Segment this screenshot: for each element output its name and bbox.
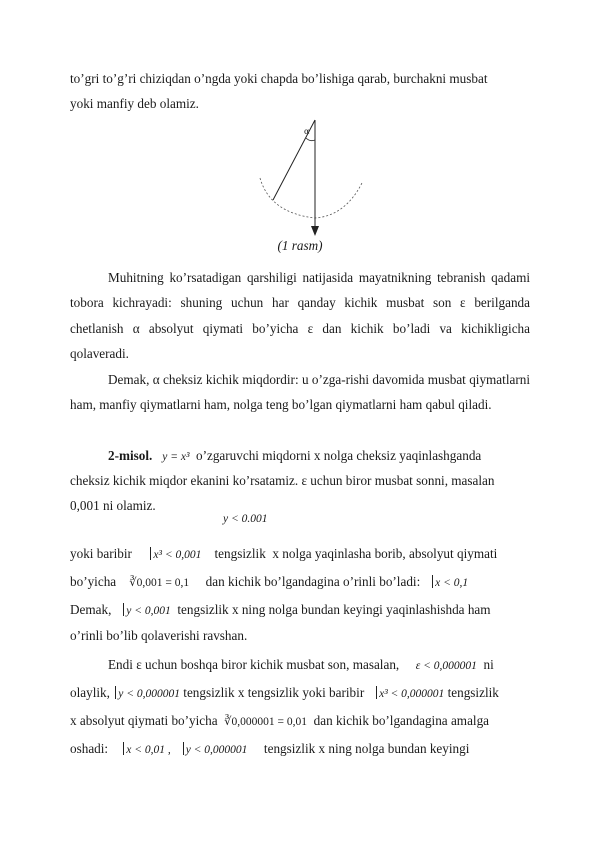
centered-formula: y < 0.001 [223, 513, 268, 525]
formula-cube-root: ∛0,001 = 0,1 [129, 577, 190, 589]
formula-abs-y-000001: y < 0,000001 [185, 744, 248, 756]
formula-x-cubed: x³ < 0,001 [153, 549, 202, 561]
line-endi [108, 652, 530, 679]
formula-abs-x-cubed-small: x³ < 0,000001 [379, 688, 445, 700]
example-2-formula: y = x³ [162, 451, 190, 463]
text-nolga-yaqinlasha: x nolga yaqinlasha borib, absolyut qiymati [272, 546, 498, 561]
line-olaylik [70, 680, 530, 707]
paragraph-1-line-2: yoki manfiy deb olamiz. [70, 96, 199, 111]
text-olaylik: olaylik, [70, 685, 110, 700]
paragraph-3: Demak, α cheksiz kichik miqdordir: u o’zga-rishi davomida musbat qiymatlarni ham, manfiy qiymatlarni ham, nolga teng bo’lgan qiymatlarni ham qabul qiladi. [70, 372, 530, 413]
text-ni: ni [483, 657, 494, 672]
example-2-line-3: 0,001 ni olamiz. [70, 498, 156, 513]
line-boyicha [70, 569, 530, 596]
text-tengsizlik-x: tengsizlik x tengsizlik yoki baribir [183, 685, 365, 700]
line-yoki-baribir [70, 541, 530, 568]
swing-arc [260, 178, 362, 218]
line-x-absolyut [70, 708, 530, 735]
angle-label: α [304, 127, 310, 136]
formula-abs-x-001: x < 0,01 , [126, 744, 171, 756]
angle-arc [306, 138, 315, 141]
pendulum-figure [240, 118, 380, 243]
example-2-line-2: cheksiz kichik miqdor ekanini ko’rsatamiz. ε uchun biror musbat sonni, masalan [70, 473, 495, 488]
line-orinli: o’rinli bo’lib qolaverishi ravshan. [70, 628, 248, 643]
text-tengsizlik-end: tengsizlik [447, 685, 499, 700]
formula-abs-y: y < 0,001 [126, 605, 171, 617]
figure-caption: (1 rasm) [277, 238, 323, 253]
line-oshadi [70, 736, 530, 763]
text-yoki-baribir: yoki baribir [70, 546, 132, 561]
arrow-head [311, 226, 319, 236]
text-dan-kichik: dan kichik bo’lgandagina o’rinli bo’ladi: [205, 574, 421, 589]
paragraph-1-line-1: to’gri to’g’ri chiziqdan o’ngda yoki chapda bo’lishiga qarab, burchakni musbat [70, 71, 488, 86]
example-2-label: 2-misol. [108, 448, 153, 463]
text-oshadi: oshadi: [70, 741, 109, 756]
text-tengsizlik: tengsizlik [214, 546, 266, 561]
text-demak: Demak, [70, 602, 112, 617]
paragraph-2: Muhitning ko’rsatadigan qarshiligi natijasida mayatnikning tebranish qadami tobora kichrayadi: shuning uchun har qanday kichik musbat son ε berilganda chetlanish α absolyut qiymati bo’yicha ε dan kichik bo’ladi va kichikligicha qolaveradi. [70, 270, 530, 362]
text-tengsizlik-x-ning: tengsizlik x ning nolga bundan keyingi yaqinlashishda ham [177, 602, 491, 617]
text-bundan-keyingi: tengsizlik x ning nolga bundan keyingi [263, 741, 470, 756]
line-demak [70, 597, 530, 624]
text-endi: Endi ε uchun boshqa biror kichik musbat son, masalan, [108, 657, 400, 672]
text-amalga: dan kichik bo’lgandagina amalga [313, 713, 490, 728]
example-2-line-1-text: o’zgaruvchi miqdorni x nolga cheksiz yaqinlashganda [195, 448, 482, 463]
text-boyicha: bo’yicha [70, 574, 117, 589]
text-x-absolyut: x absolyut qiymati bo’yicha [70, 713, 218, 728]
formula-abs-y-small: y < 0,000001 [118, 688, 180, 700]
formula-epsilon: ε < 0,000001 [415, 660, 477, 672]
example-2-line-1 [108, 443, 530, 470]
formula-abs-x: x < 0,1 [435, 577, 469, 589]
formula-cube-root-small: ∛0,000001 = 0,01 [224, 716, 308, 728]
